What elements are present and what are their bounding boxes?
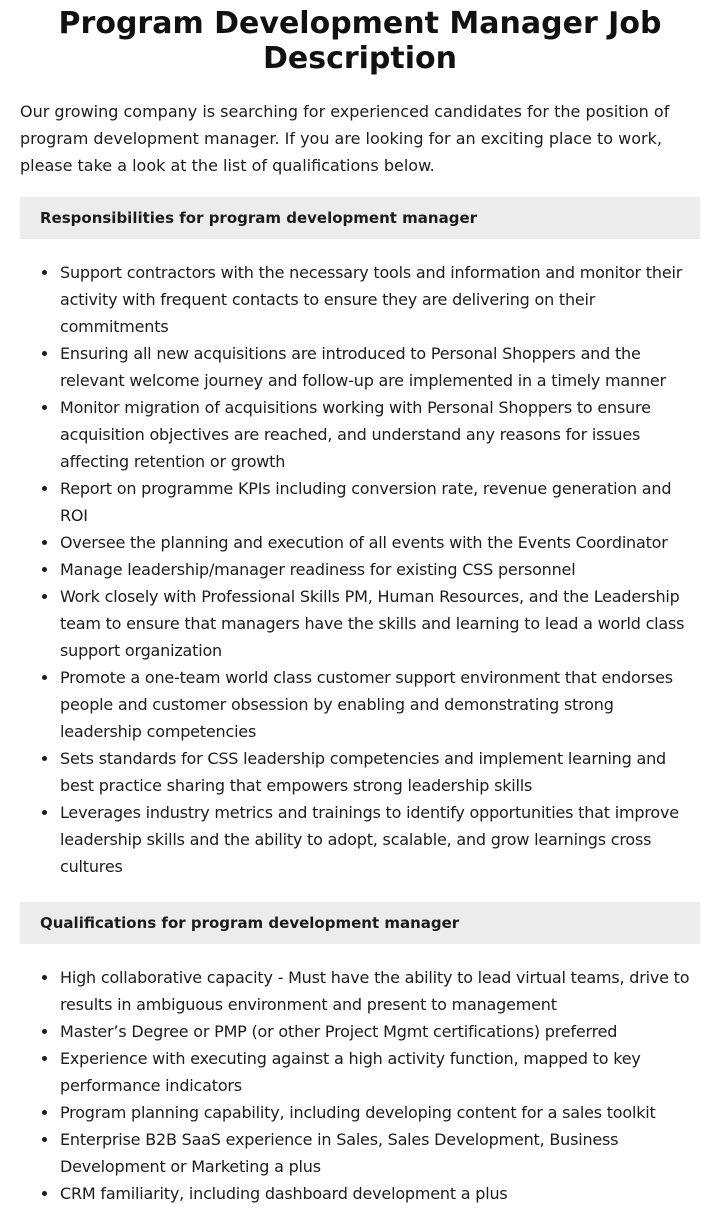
list-item: High collaborative capacity - Must have the ability to lead virtual teams, drive to results in ambiguous environment and present to management <box>60 964 700 1018</box>
list-item: Promote a one-team world class customer support environment that endorses people and customer obsession by enabling and demonstrating strong leadership competencies <box>60 664 700 745</box>
list-item: Work closely with Professional Skills PM, Human Resources, and the Leadership team to ensure that managers have the skills and learning to lead a world class support organization <box>60 583 700 664</box>
list-item: Experience with executing against a high activity function, mapped to key performance indicators <box>60 1045 700 1099</box>
list-item: Program planning capability, including developing content for a sales toolkit <box>60 1099 700 1126</box>
list-item: Ensuring all new acquisitions are introduced to Personal Shoppers and the relevant welcome journey and follow-up are implemented in a timely manner <box>60 340 700 394</box>
list-item: Master’s Degree or PMP (or other Project Mgmt certifications) preferred <box>60 1018 700 1045</box>
list-item: Leverages industry metrics and trainings to identify opportunities that improve leadership skills and the ability to adopt, scalable, and grow learnings cross cultures <box>60 799 700 880</box>
qualifications-list <box>20 964 700 1207</box>
list-item: Monitor migration of acquisitions working with Personal Shoppers to ensure acquisition objectives are reached, and understand any reasons for issues affecting retention or growth <box>60 394 700 475</box>
list-item: Report on programme KPIs including conversion rate, revenue generation and ROI <box>60 475 700 529</box>
page-title: Program Development Manager Job Description <box>58 6 662 76</box>
qualifications-heading: Qualifications for program development manager <box>20 902 700 944</box>
list-item: Support contractors with the necessary tools and information and monitor their activity with frequent contacts to ensure they are delivering on their commitments <box>60 259 700 340</box>
list-item: Sets standards for CSS leadership competencies and implement learning and best practice sharing that empowers strong leadership skills <box>60 745 700 799</box>
list-item: Manage leadership/manager readiness for existing CSS personnel <box>60 556 700 583</box>
responsibilities-list <box>20 259 700 880</box>
list-item: Enterprise B2B SaaS experience in Sales, Sales Development, Business Development or Marketing a plus <box>60 1126 700 1180</box>
list-item: Oversee the planning and execution of all events with the Events Coordinator <box>60 529 700 556</box>
responsibilities-heading: Responsibilities for program development manager <box>20 197 700 239</box>
list-item: CRM familiarity, including dashboard development a plus <box>60 1180 700 1207</box>
intro-paragraph: Our growing company is searching for experienced candidates for the position of program development manager. If you are looking for an exciting place to work, please take a look at the list of qualifications below. <box>20 102 670 175</box>
